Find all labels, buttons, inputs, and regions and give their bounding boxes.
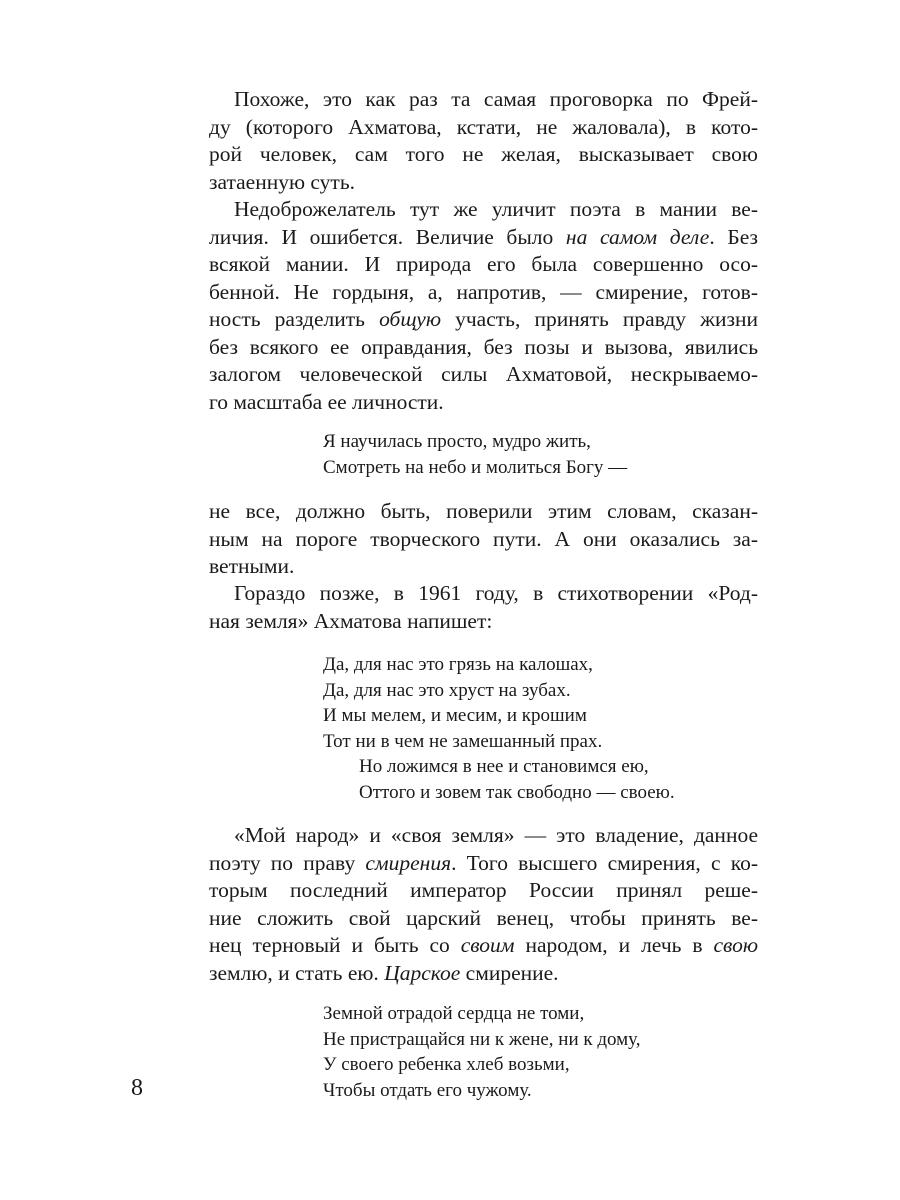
paragraph-humility bbox=[209, 822, 758, 987]
italic-emphasis: общую bbox=[379, 307, 442, 331]
italic-emphasis: смирения bbox=[365, 850, 452, 875]
text-span: землю, и стать ею. bbox=[209, 960, 385, 985]
text-span: нец терновый и быть со bbox=[209, 933, 461, 957]
text-line: не все, должно быть, поверили этим словам, сказан- bbox=[209, 499, 758, 523]
verse-line: И мы мелем, и месим, и крошим bbox=[323, 705, 587, 726]
verse-line: Чтобы отдать его чужому. bbox=[323, 1079, 532, 1101]
text-span: смирение. bbox=[460, 960, 559, 985]
text-line bbox=[209, 932, 758, 960]
text-line bbox=[209, 224, 758, 252]
text-span: личия. И ошибется. Величие было bbox=[209, 224, 566, 249]
text-line bbox=[209, 850, 758, 878]
verse-quote-1 bbox=[323, 429, 627, 480]
text-span: участь, принять правду жизни bbox=[441, 307, 758, 331]
text-line: залогом человеческой силы Ахматовой, нескрываемо- bbox=[209, 362, 758, 386]
text-span: народом, и лечь в bbox=[514, 933, 714, 957]
text-line: всякой мании. И природа его была совершенно осо- bbox=[209, 252, 758, 276]
text-line: рой человек, сам того не желая, высказывает свою bbox=[209, 142, 758, 166]
verse-line: Земной отрадой сердца не томи, bbox=[323, 1003, 585, 1024]
text-line: Недоброжелатель тут же уличит поэта в мании ве- bbox=[234, 197, 758, 221]
italic-emphasis: Царское bbox=[384, 960, 461, 985]
text-line: бенной. Не гордыня, а, напротив, — смирение, готов- bbox=[209, 279, 758, 304]
paragraph-native-land bbox=[209, 580, 758, 635]
text-span: ность разделить bbox=[209, 307, 380, 331]
text-line: ным на пороге творческого пути. А они оказались за- bbox=[209, 526, 758, 551]
text-span: . Без bbox=[709, 224, 758, 249]
text-line: «Мой народ» и «своя земля» — это владение, данное bbox=[234, 823, 758, 847]
verse-line: Тот ни в чем не замешанный прах. bbox=[323, 730, 603, 752]
text-span: поэту по праву bbox=[209, 850, 366, 875]
paragraph-trust bbox=[209, 498, 758, 581]
text-line bbox=[209, 306, 758, 334]
paragraph-freud bbox=[209, 86, 758, 196]
verse-line: Но ложимся в нее и становимся ею, bbox=[359, 756, 649, 777]
verse-line: Не пристращайся ни к жене, ни к дому, bbox=[323, 1028, 641, 1050]
verse-line: Оттого и зовем так свободно — своею. bbox=[359, 781, 675, 803]
page-number: 8 bbox=[131, 1075, 143, 1101]
text-line: Гораздо позже, в 1961 году, в стихотворении «Род- bbox=[234, 581, 758, 605]
verse-quote-2 bbox=[323, 652, 675, 805]
verse-line: Да, для нас это грязь на калошах, bbox=[323, 654, 593, 675]
italic-emphasis: свою bbox=[713, 933, 758, 957]
verse-line: Смотреть на небо и молиться Богу — bbox=[323, 456, 628, 478]
text-line: Похоже, это как раз та самая проговорка по Фрей- bbox=[234, 87, 758, 111]
italic-emphasis: на самом деле bbox=[565, 224, 710, 249]
text-span: . Того высшего смирения, с ко- bbox=[451, 850, 758, 875]
verse-line: Да, для нас это хруст на зубах. bbox=[323, 679, 571, 701]
verse-quote-3 bbox=[323, 1001, 641, 1103]
text-line: ная земля» Ахматова напишет: bbox=[209, 608, 493, 633]
text-line: затаенную суть. bbox=[209, 169, 356, 194]
verse-line: У своего ребенка хлеб возьми, bbox=[323, 1054, 570, 1075]
text-line: ние сложить свой царский венец, чтобы принять ве- bbox=[209, 905, 758, 930]
text-line: торым последний император России принял реше- bbox=[209, 878, 758, 902]
verse-line: Я научилась просто, мудро жить, bbox=[323, 431, 591, 452]
italic-emphasis: своим bbox=[460, 933, 515, 957]
text-line bbox=[209, 960, 758, 988]
text-line: го масштаба ее личности. bbox=[209, 389, 444, 414]
text-line: ветными. bbox=[209, 554, 295, 578]
paragraph-greatness bbox=[209, 196, 758, 416]
text-line: без всякого ее оправдания, без позы и вызова, явились bbox=[209, 334, 758, 359]
text-line: ду (которого Ахматова, кстати, не жаловала), в кото- bbox=[209, 114, 758, 139]
